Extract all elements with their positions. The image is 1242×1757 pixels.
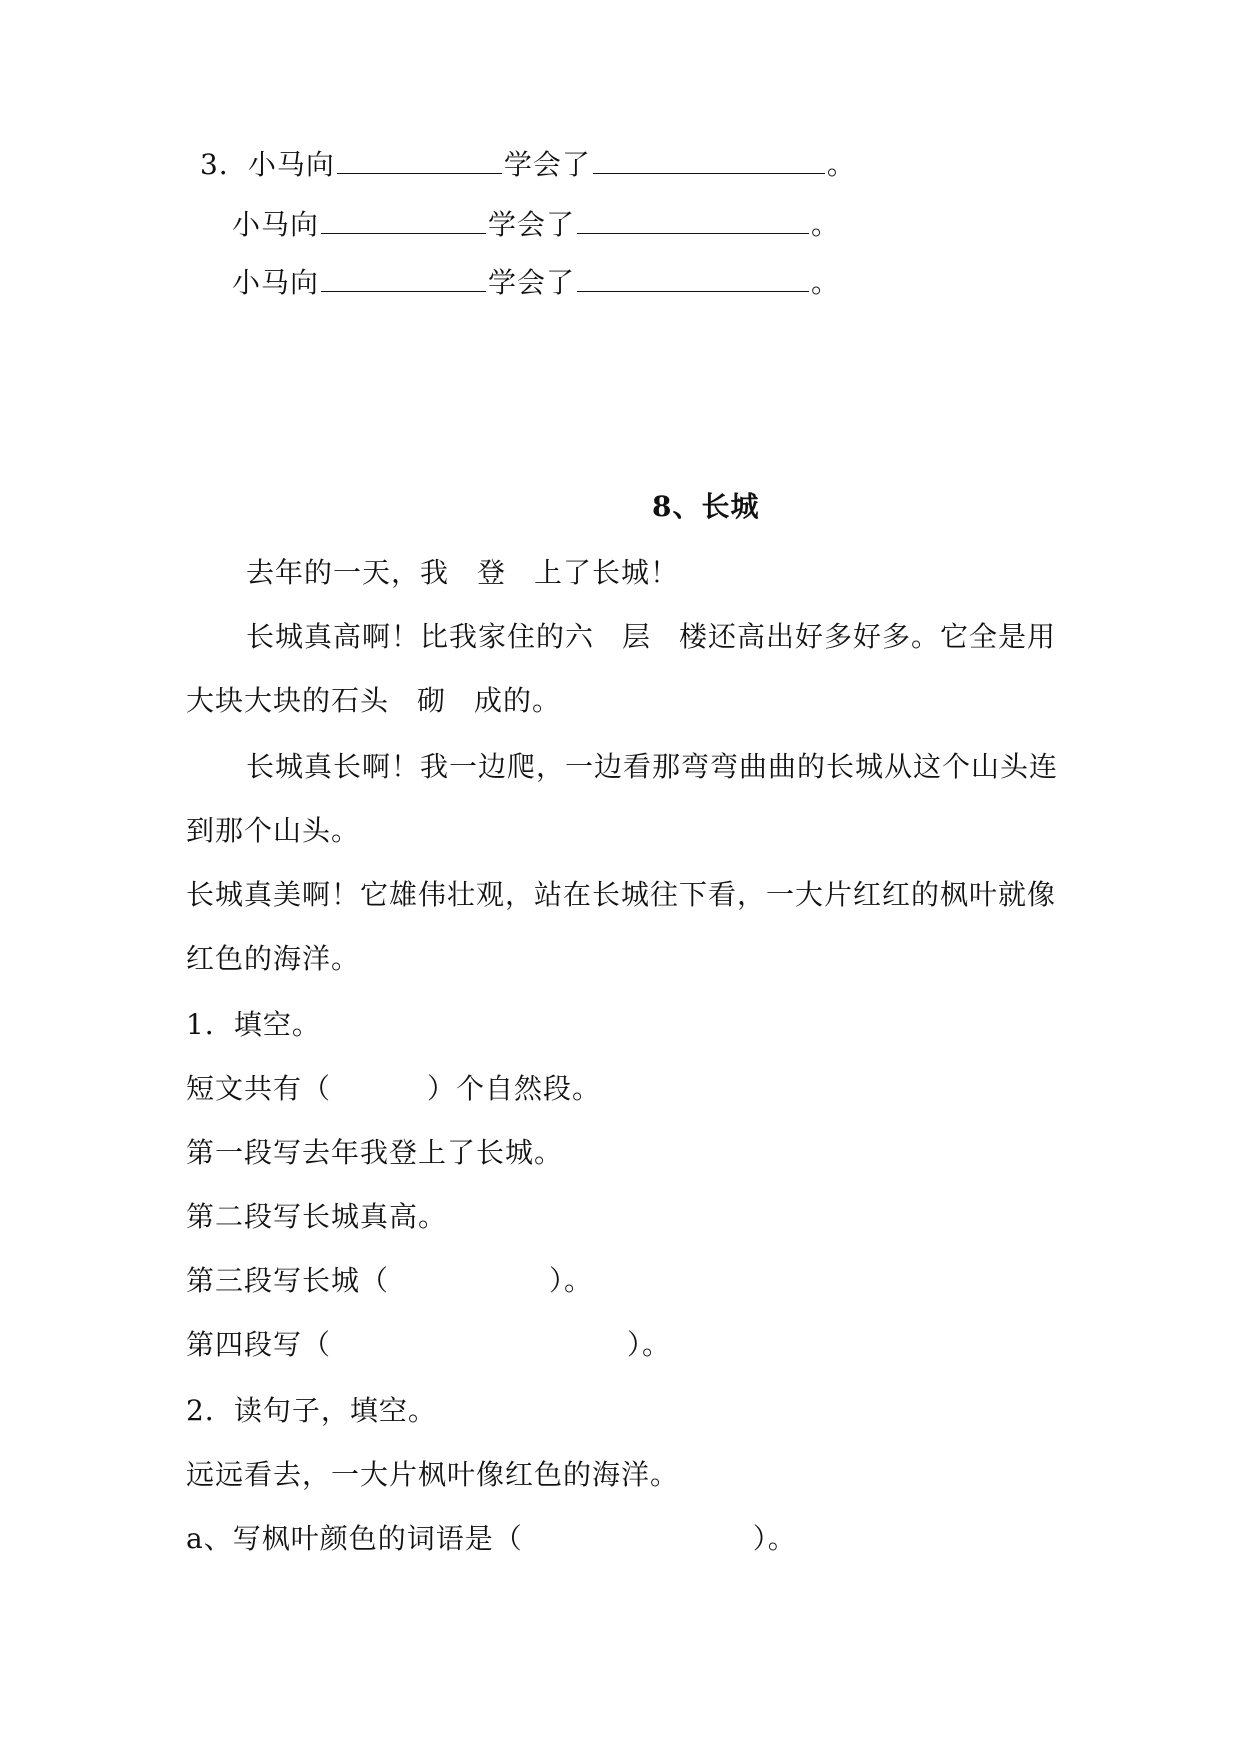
question-1-title: 1．填空。 — [186, 1008, 321, 1041]
exercise3-number: 3． — [200, 148, 248, 181]
question-text: ）。 — [549, 1264, 594, 1297]
passage-paragraph-4-line-1: 长城真美啊！它雄伟壮观，站在长城往下看，一大片红红的枫叶就像 — [186, 878, 1057, 911]
answer-blank[interactable] — [331, 1097, 427, 1098]
question-text: 第四段写（ — [186, 1328, 332, 1361]
answer-blank[interactable] — [523, 1547, 753, 1548]
passage-paragraph-2-line-2 — [186, 682, 561, 720]
question-text: ）个自然段。 — [427, 1072, 602, 1105]
paragraph-word: 登 — [477, 556, 507, 589]
row-suffix: 。 — [811, 208, 841, 241]
answer-blank[interactable] — [331, 1353, 627, 1354]
question-1-item-c: 第二段写长城真高。 — [186, 1200, 448, 1233]
paragraph-text: 长城真高啊！比我家住的六 — [246, 620, 595, 653]
blank-line[interactable] — [593, 147, 825, 174]
paragraph-text: 楼还高出好多好多。它全是用 — [679, 620, 1057, 653]
question-1-item-a — [186, 1070, 601, 1108]
passage-paragraph-1 — [246, 554, 679, 592]
blank-line[interactable] — [321, 265, 486, 292]
blank-line[interactable] — [577, 207, 809, 234]
row-prefix: 小马向 — [247, 148, 335, 181]
blank-line[interactable] — [337, 147, 502, 174]
row-middle: 学会了 — [488, 266, 576, 299]
answer-blank[interactable] — [389, 1289, 549, 1290]
row-prefix: 小马向 — [232, 208, 320, 241]
paragraph-text: 去年的一天，我 — [246, 556, 450, 589]
exercise3-row-2 — [232, 206, 840, 244]
blank-line[interactable] — [321, 207, 486, 234]
row-suffix: 。 — [826, 148, 856, 181]
question-text: ）。 — [627, 1328, 672, 1361]
row-middle: 学会了 — [488, 208, 576, 241]
paragraph-text: 大块大块的石头 — [186, 684, 390, 717]
question-text: ）。 — [752, 1522, 797, 1555]
question-text: a、写枫叶颜色的词语是（ — [186, 1522, 523, 1555]
exercise3-row-1 — [200, 146, 856, 184]
exercise3-row-3 — [232, 264, 840, 302]
question-text: 短文共有（ — [186, 1072, 332, 1105]
question-2-title: 2．读句子，填空。 — [186, 1394, 437, 1427]
paragraph-text: 上了长城！ — [534, 556, 680, 589]
passage-paragraph-2-line-1 — [246, 618, 1056, 656]
question-1-item-b: 第一段写去年我登上了长城。 — [186, 1136, 564, 1169]
paragraph-word: 砌 — [417, 684, 447, 717]
passage-title: 8、长城 — [652, 490, 760, 523]
passage-paragraph-3-line-1: 长城真长啊！我一边爬，一边看那弯弯曲曲的长城从这个山头连 — [246, 750, 1059, 783]
paragraph-text: 成的。 — [474, 684, 562, 717]
blank-line[interactable] — [577, 265, 809, 292]
passage-paragraph-4-line-2: 红色的海洋。 — [186, 942, 361, 975]
row-prefix: 小马向 — [232, 266, 320, 299]
question-2-sentence: 远远看去，一大片枫叶像红色的海洋。 — [186, 1458, 680, 1491]
paragraph-word: 层 — [622, 620, 652, 653]
question-1-item-e — [186, 1326, 671, 1364]
question-text: 第三段写长城（ — [186, 1264, 390, 1297]
question-2-item-a — [186, 1520, 797, 1558]
passage-paragraph-3-line-2: 到那个山头。 — [186, 814, 361, 847]
question-1-item-d — [186, 1262, 593, 1300]
row-middle: 学会了 — [503, 148, 591, 181]
row-suffix: 。 — [811, 266, 841, 299]
